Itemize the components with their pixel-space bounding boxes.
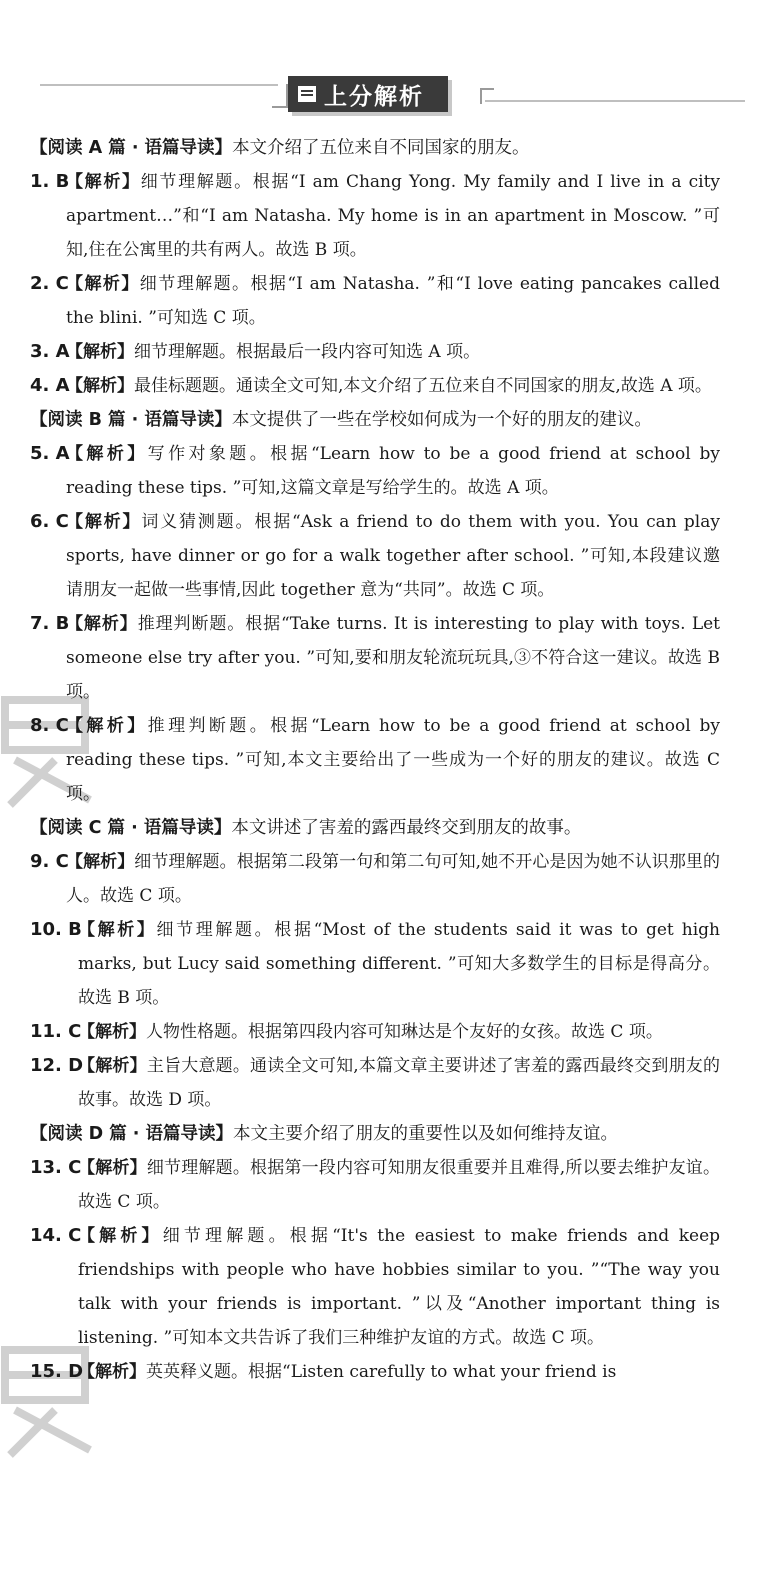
answer-body [78,1151,720,1219]
section-heading [30,1117,720,1151]
answer-number: 6. C [30,511,69,532]
analysis-text: 细节理解题。根据“It's the easiest to make friends and keep friendships with people who have hobbies similar to you. ”“The way you talk with your friends is important. ”以及“Another important thing is listening. ”可知本文共告诉了我们三种维护友谊的方式。故选 C 项。 [78,1226,721,1348]
answer-body [78,1219,720,1355]
analysis-text: 词义猜测题。根据“Ask a friend to do them with you. You can play sports, have dinner or go for a walk together after school. ”可知,本段建议邀请朋友一起做一些事情,因此 together 意为“共同”。故选 C 项。 [66,512,720,600]
section-heading [30,811,720,845]
answer-number: 4. A [30,375,70,396]
analysis-tag: 【解析】 [66,716,148,736]
section-summary: 本文讲述了害羞的露西最终交到朋友的故事。 [231,818,582,838]
answer-item [30,267,720,335]
answer-number: 2. C [30,273,69,294]
answer-item [30,709,720,811]
analysis-text: 英英释义题。根据“Listen carefully to what your friend is [146,1362,617,1382]
answer-body [66,709,720,811]
answer-item [30,165,720,267]
book-icon [298,86,316,102]
analysis-text: 细节理解题。根据第一段内容可知朋友很重要并且难得,所以要去维护友谊。故选 C 项。 [78,1158,721,1212]
analysis-tag: 【解析】 [66,376,134,396]
answer-content [30,131,720,1389]
analysis-text: 推理判断题。根据“Learn how to be a good friend at school by reading these tips. ”可知,本文主要给出了一些成为一个好的朋友的建议。故选 C 项。 [66,716,720,804]
banner-bracket-left [272,84,288,108]
analysis-tag: 【解析】 [66,512,142,532]
answer-body [78,913,720,1015]
banner-rule-right [485,100,745,102]
section-heading [30,403,720,437]
answer-number: 5. A [30,443,70,464]
analysis-tag: 【解析】 [78,1056,147,1076]
analysis-text: 细节理解题。根据“I am Natasha. ”和“I love eating pancakes called the blini. ”可知选 C 项。 [66,274,720,328]
answer-number: 12. D [30,1055,84,1076]
section-tag: 【阅读 C 篇 · 语篇导读】 [30,818,232,838]
section-tag: 【阅读 B 篇 · 语篇导读】 [30,410,232,430]
answer-number: 11. C [30,1021,82,1042]
analysis-tag: 【解析】 [78,1226,163,1246]
answer-number: 13. C [30,1157,82,1178]
answer-body [78,1049,720,1117]
analysis-text: 主旨大意题。通读全文可知,本篇文章主要讲述了害羞的露西最终交到朋友的故事。故选 D 项。 [78,1056,721,1110]
analysis-text: 写作对象题。根据“Learn how to be a good friend at school by reading these tips. ”可知,这篇文章是写给学生的。故选 A 项。 [66,444,720,498]
analysis-tag: 【解析】 [66,342,134,362]
analysis-tag: 【解析】 [66,614,138,634]
answer-item [30,505,720,607]
answer-item [30,335,720,369]
answer-body [66,335,720,369]
analysis-tag: 【解析】 [66,444,148,464]
analysis-text: 细节理解题。根据“I am Chang Yong. My family and I live in a city apartment…”和“I am Natasha. My home is in an apartment in Moscow. ”可知,住在公寓里的共有两人。故选 B 项。 [66,172,720,260]
answer-body [78,1355,720,1389]
answer-number: 14. C [30,1225,82,1246]
answer-body [66,505,720,607]
answer-body [66,845,720,913]
analysis-tag: 【解析】 [78,920,157,940]
answer-number: 10. B [30,919,82,940]
answer-item [30,437,720,505]
analysis-tag: 【解析】 [66,274,140,294]
analysis-text: 人物性格题。根据第四段内容可知琳达是个友好的女孩。故选 C 项。 [146,1022,663,1042]
answer-number: 3. A [30,341,70,362]
answer-number: 8. C [30,715,69,736]
answer-body [66,165,720,267]
analysis-tag: 【解析】 [78,1362,146,1382]
section-tag: 【阅读 D 篇 · 语篇导读】 [30,1124,234,1144]
analysis-text: 细节理解题。根据第二段第一句和第二句可知,她不开心是因为她不认识那里的人。故选 C 项。 [66,852,721,906]
banner-rule-left [40,84,278,86]
analysis-text: 最佳标题题。通读全文可知,本文介绍了五位来自不同国家的朋友,故选 A 项。 [134,376,712,396]
answer-item [30,913,720,1015]
analysis-text: 细节理解题。根据最后一段内容可知选 A 项。 [134,342,481,362]
answer-body [78,1015,720,1049]
analysis-tag: 【解析】 [78,1158,147,1178]
analysis-text: 细节理解题。根据“Most of the students said it was to get high marks, but Lucy said something different. ”可知大多数学生的目标是得高分。故选 B 项。 [78,920,721,1008]
answer-number: 9. C [30,851,69,872]
page-title: 上分解析 [324,83,424,110]
answer-item [30,1151,720,1219]
answer-item [30,845,720,913]
section-tag: 【阅读 A 篇 · 语篇导读】 [30,138,233,158]
section-banner [40,60,720,120]
analysis-tag: 【解析】 [78,1022,146,1042]
answer-body [66,437,720,505]
answer-item [30,1015,720,1049]
answer-number: 7. B [30,613,70,634]
section-summary: 本文主要介绍了朋友的重要性以及如何维持友谊。 [233,1124,619,1144]
analysis-tag: 【解析】 [66,852,135,872]
section-summary: 本文介绍了五位来自不同国家的朋友。 [232,138,530,158]
answer-item [30,369,720,403]
answer-item [30,1049,720,1117]
answer-body [66,607,720,709]
analysis-text: 推理判断题。根据“Take turns. It is interesting to play with toys. Let someone else try after you. ”可知,要和朋友轮流玩玩具,③不符合这一建议。故选 B 项。 [66,614,721,702]
answer-body [66,369,720,403]
answer-item [30,1355,720,1389]
banner-title-box [288,76,448,112]
section-heading [30,131,720,165]
analysis-tag: 【解析】 [66,172,141,192]
answer-number: 15. D [30,1361,84,1382]
answer-item [30,607,720,709]
answer-number: 1. B [30,171,70,192]
answer-body [66,267,720,335]
answer-item [30,1219,720,1355]
section-summary: 本文提供了一些在学校如何成为一个好的朋友的建议。 [231,410,652,430]
